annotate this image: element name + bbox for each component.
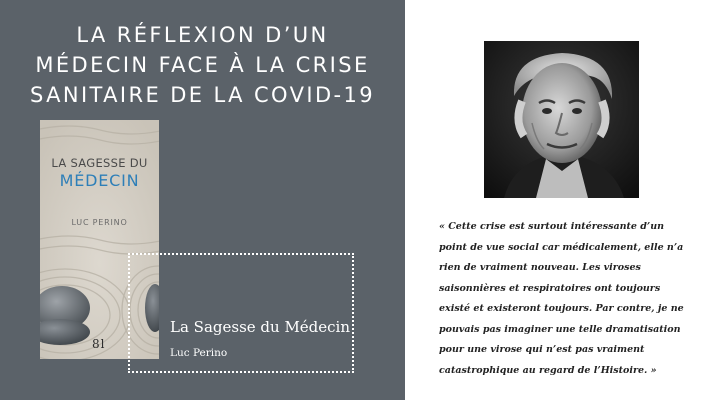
quote-line-5: existé et existeront toujours. Par contre, je ne bbox=[439, 303, 684, 314]
portrait-photo-icon bbox=[484, 41, 639, 198]
book-title: La Sagesse du Médecin bbox=[170, 318, 351, 336]
book-author: Luc Perino bbox=[170, 347, 228, 359]
cover-title-line-2: MÉDECIN bbox=[59, 171, 140, 190]
quote-line-7: pour une virose qui n’est pas vraiment bbox=[439, 344, 645, 355]
quote-line-6: pouvais pas imaginer une telle dramatisation bbox=[439, 323, 681, 335]
headline bbox=[0, 20, 405, 110]
headline-line-2: MÉDECIN FACE À LA CRISE bbox=[35, 53, 370, 77]
author-portrait bbox=[484, 41, 639, 198]
quote-line-4: saisonnières et respiratoires ont toujours bbox=[439, 282, 661, 294]
quote-line-8: catastrophique au regard de l’Histoire. » bbox=[439, 364, 657, 376]
headline-line-3: SANITAIRE DE LA COVID-19 bbox=[29, 83, 376, 107]
quote-line-2: point de vue social car médicalement, elle n’a bbox=[439, 241, 684, 253]
quote-line-3: rien de vraiment nouveau. Les viroses bbox=[439, 262, 641, 273]
headline-line-1: LA RÉFLEXION D’UN bbox=[76, 23, 329, 47]
cover-title-line-1: LA SAGESSE DU bbox=[51, 156, 148, 170]
cover-publisher-logo: 8l bbox=[92, 337, 106, 351]
quote-line-1: « Cette crise est surtout intéressante d’un bbox=[439, 221, 665, 232]
cover-author: LUC PERINO bbox=[71, 218, 128, 227]
quote bbox=[439, 217, 701, 381]
dotted-frame bbox=[128, 253, 354, 373]
